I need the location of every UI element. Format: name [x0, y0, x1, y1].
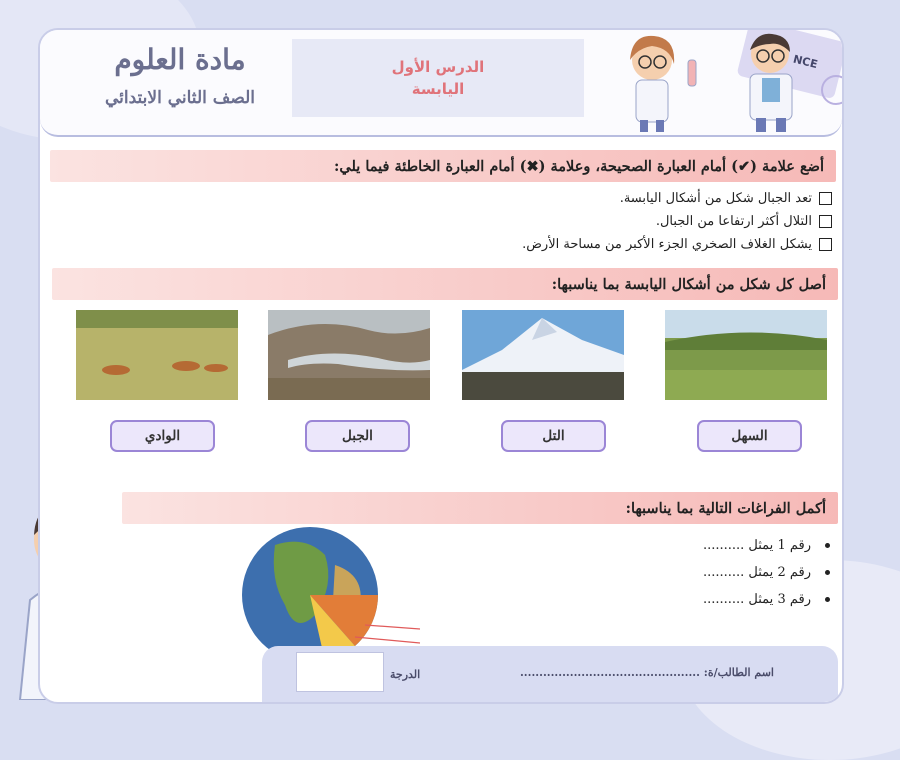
statement-item	[310, 233, 832, 256]
word-valley[interactable]: الوادي	[110, 420, 215, 452]
answer-checkbox[interactable]	[819, 215, 832, 228]
bullet-icon	[825, 570, 830, 575]
lesson-box	[292, 39, 584, 117]
statement-text: التلال أكثر ارتفاعا من الجبال.	[655, 214, 812, 229]
student-name-field[interactable]: اسم الطالب/ة: ...............................................	[519, 666, 774, 679]
blank-text[interactable]: رقم 2 يمثل ..........	[702, 565, 811, 580]
fill-blanks-list	[560, 532, 830, 613]
grade-label: الدرجة	[390, 668, 421, 681]
grade-box[interactable]	[296, 652, 384, 692]
instruction-true-false: أضع علامة (✔) أمام العبارة الصحيحة، وعلامة (✖) أمام العبارة الخاطئة فيما يلي:	[50, 150, 836, 182]
blank-item	[560, 586, 830, 613]
instruction-fill-blanks: أكمل الفراغات التالية بما يناسبها:	[122, 492, 838, 524]
footer-bar	[262, 646, 838, 702]
blank-text[interactable]: رقم 3 يمثل ..........	[702, 592, 811, 607]
answer-checkbox[interactable]	[819, 238, 832, 251]
statement-text: يشكل الغلاف الصخري الجزء الأكبر من مساحة الأرض.	[522, 237, 812, 252]
mountain-photo	[462, 310, 624, 400]
bullet-icon	[825, 543, 830, 548]
kids-scientists-illustration	[610, 30, 842, 135]
blank-text[interactable]: رقم 1 يمثل ..........	[702, 538, 811, 553]
kids-icon	[610, 30, 842, 135]
subject-title: مادة العلوم	[114, 43, 246, 76]
blank-item	[560, 559, 830, 586]
grade-level: الصف الثاني الابتدائي	[104, 88, 256, 108]
statement-item	[310, 210, 832, 233]
bullet-icon	[825, 597, 830, 602]
worksheet	[38, 28, 844, 704]
valley-photo	[76, 310, 238, 400]
statement-item	[310, 187, 832, 210]
hill-photo	[268, 310, 430, 400]
statement-text: تعد الجبال شكل من أشكال اليابسة.	[619, 191, 812, 206]
true-false-list	[310, 187, 832, 256]
word-hill[interactable]: التل	[501, 420, 606, 452]
lesson-title: اليابسة	[411, 80, 465, 98]
science-card-text: NCE	[791, 52, 819, 72]
word-plain[interactable]: السهل	[697, 420, 802, 452]
answer-checkbox[interactable]	[819, 192, 832, 205]
subject-block	[80, 40, 280, 108]
word-mountain[interactable]: الجبل	[305, 420, 410, 452]
worksheet-header	[40, 30, 842, 137]
instruction-matching: أصل كل شكل من أشكال اليابسة بما يناسبها:	[52, 268, 838, 300]
plain-photo	[665, 310, 827, 400]
lesson-number: الدرس الأول	[391, 58, 485, 76]
blank-item	[560, 532, 830, 559]
